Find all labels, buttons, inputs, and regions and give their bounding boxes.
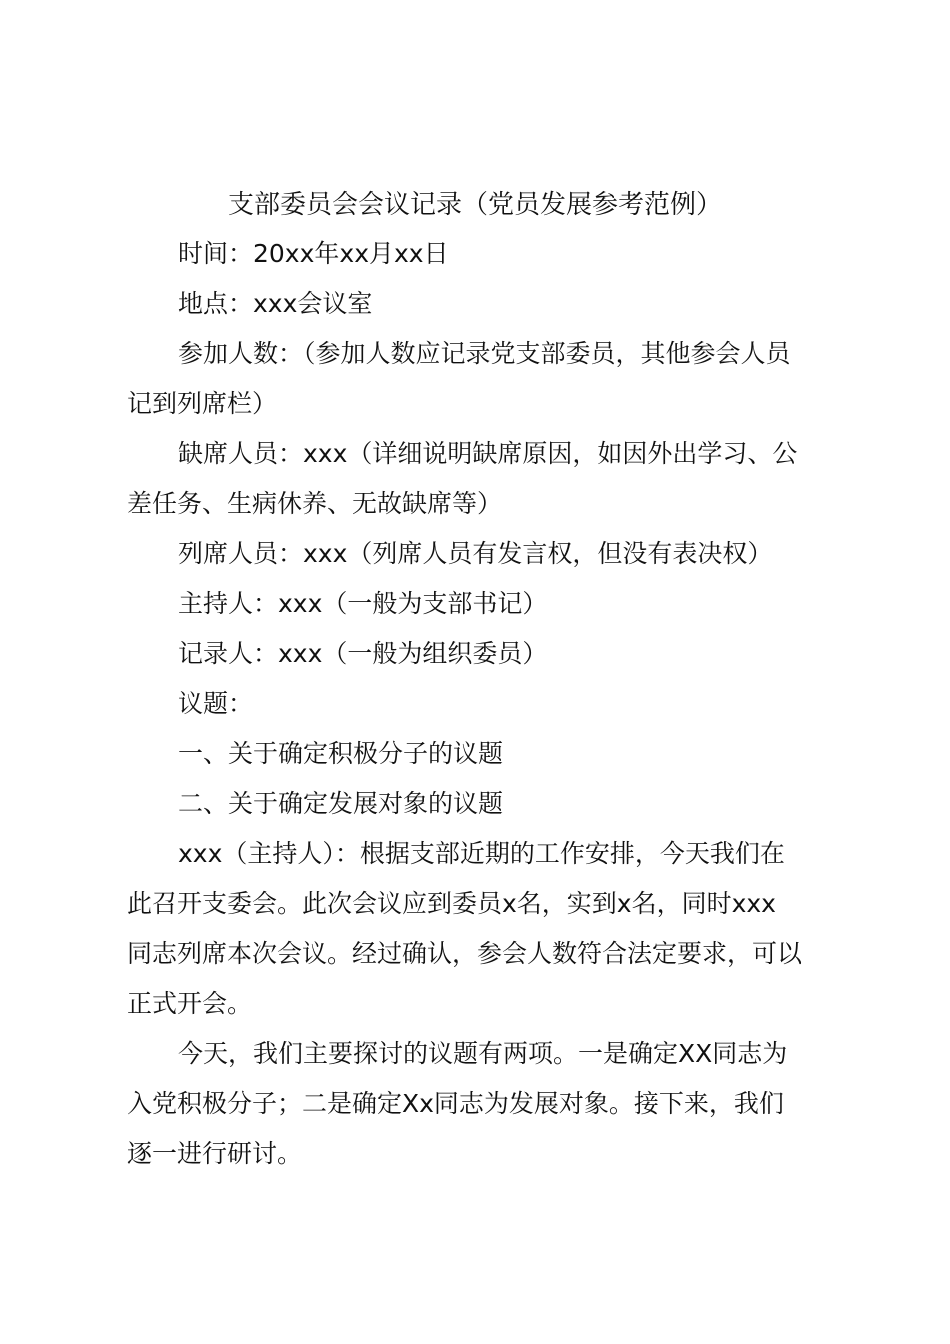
- topics-paragraph-line-3: 逐一进行研讨。: [127, 1139, 303, 1168]
- attendees-line-2: 记到列席栏）: [127, 389, 278, 418]
- topics-paragraph-line-1: 今天，我们主要探讨的议题有两项。一是确定XX同志为: [178, 1039, 788, 1068]
- absentees-line-2: 差任务、生病休养、无故缺席等）: [127, 489, 503, 518]
- document-title: 支部委员会会议记录（党员发展参考范例）: [227, 190, 722, 220]
- opening-paragraph-line-2: 此召开支委会。此次会议应到委员x名，实到x名，同时xxx: [127, 889, 776, 918]
- agenda-heading: 议题：: [178, 689, 254, 718]
- opening-paragraph-line-1: xxx（主持人）：根据支部近期的工作安排，今天我们在: [178, 839, 785, 868]
- recorder-line: 记录人：xxx（一般为组织委员）: [178, 639, 548, 668]
- topics-paragraph-line-2: 入党积极分子；二是确定Xx同志为发展对象。接下来，我们: [127, 1089, 784, 1118]
- opening-paragraph-line-3: 同志列席本次会议。经过确认，参会人数符合法定要求，可以: [127, 939, 803, 968]
- host-line: 主持人：xxx（一般为支部书记）: [178, 589, 548, 618]
- meeting-time: 时间：20xx年xx月xx日: [178, 239, 449, 268]
- agenda-item-2: 二、关于确定发展对象的议题: [178, 789, 504, 818]
- opening-paragraph-line-4: 正式开会。: [127, 989, 253, 1018]
- observers-line: 列席人员：xxx（列席人员有发言权，但没有表决权）: [178, 539, 773, 568]
- attendees-line-1: 参加人数：（参加人数应记录党支部委员，其他参会人员: [178, 339, 791, 368]
- absentees-line-1: 缺席人员：xxx（详细说明缺席原因，如因外出学习、公: [178, 439, 798, 468]
- agenda-item-1: 一、关于确定积极分子的议题: [178, 739, 504, 768]
- meeting-location: 地点：xxx会议室: [178, 289, 373, 318]
